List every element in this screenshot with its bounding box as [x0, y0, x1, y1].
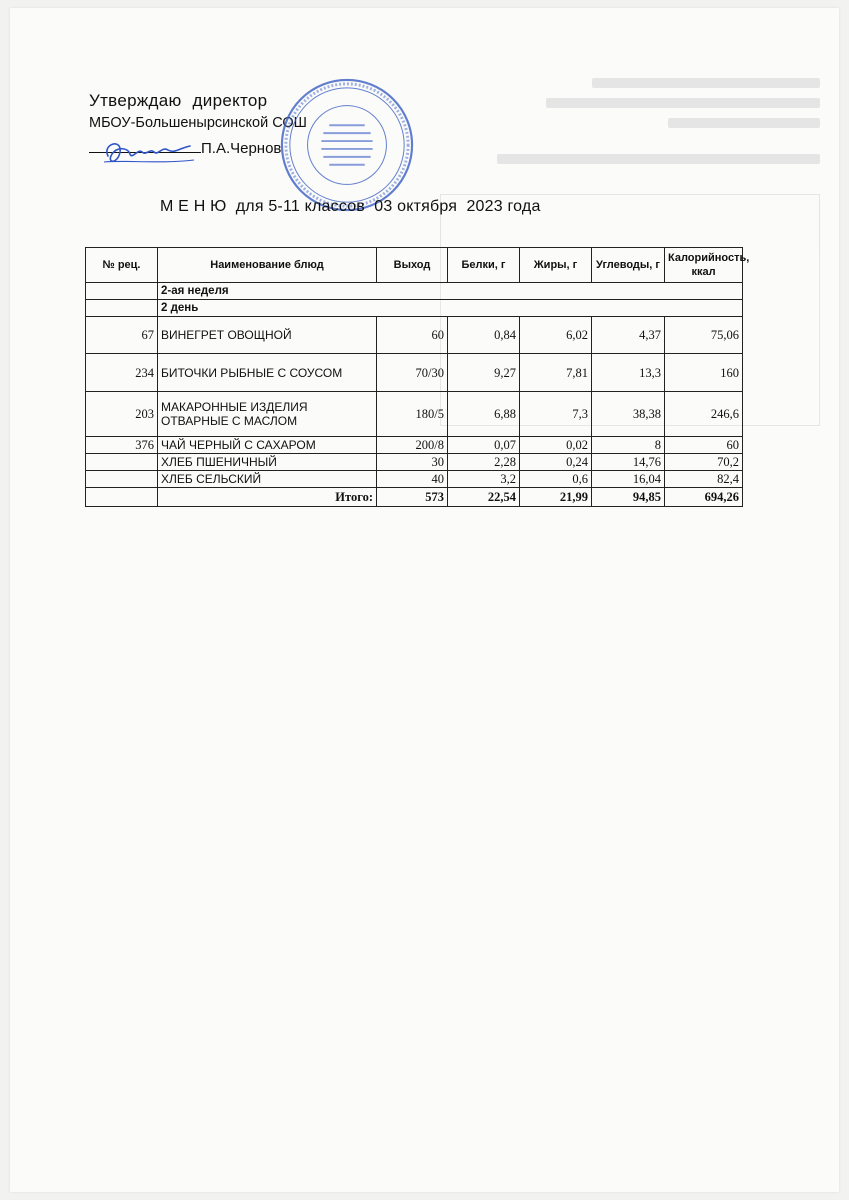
total-output: 573: [377, 488, 448, 507]
recipe-number: 376: [86, 437, 158, 454]
protein-value: 6,88: [448, 392, 520, 437]
kcal-value: 246,6: [665, 392, 743, 437]
output-value: 60: [377, 317, 448, 354]
fat-value: 6,02: [520, 317, 592, 354]
kcal-value: 70,2: [665, 454, 743, 471]
dish-name: ЧАЙ ЧЕРНЫЙ С САХАРОМ: [158, 437, 377, 454]
output-value: 200/8: [377, 437, 448, 454]
approval-title: Утверждаю директор: [89, 91, 268, 110]
total-fat: 21,99: [520, 488, 592, 507]
handwritten-signature: [98, 134, 198, 174]
table-row: [86, 454, 743, 471]
recipe-number: [86, 454, 158, 471]
table-row: [86, 354, 743, 392]
total-carbs: 94,85: [592, 488, 665, 507]
total-kcal: 694,26: [665, 488, 743, 507]
dish-name: МАКАРОННЫЕ ИЗДЕЛИЯ ОТВАРНЫЕ С МАСЛОМ: [158, 392, 377, 437]
recipe-number: 203: [86, 392, 158, 437]
total-protein: 22,54: [448, 488, 520, 507]
output-value: 70/30: [377, 354, 448, 392]
col-header-kcal: Калорийность, ккал: [665, 248, 743, 283]
protein-value: 3,2: [448, 471, 520, 488]
col-header-protein: Белки, г: [448, 248, 520, 283]
dish-name: БИТОЧКИ РЫБНЫЕ С СОУСОМ: [158, 354, 377, 392]
col-header-carbs: Углеводы, г: [592, 248, 665, 283]
output-value: 30: [377, 454, 448, 471]
protein-value: 9,27: [448, 354, 520, 392]
kcal-value: 60: [665, 437, 743, 454]
carbs-value: 4,37: [592, 317, 665, 354]
day-label: 2 день: [158, 300, 743, 317]
carbs-value: 13,3: [592, 354, 665, 392]
total-label: Итого:: [158, 488, 377, 507]
table-row: [86, 471, 743, 488]
table-row: [86, 392, 743, 437]
carbs-value: 16,04: [592, 471, 665, 488]
output-value: 40: [377, 471, 448, 488]
output-value: 180/5: [377, 392, 448, 437]
col-header-recipe: № рец.: [86, 248, 158, 283]
approval-school: МБОУ-Большенырсинской СОШ: [89, 115, 307, 131]
dish-name: ВИНЕГРЕТ ОВОЩНОЙ: [158, 317, 377, 354]
fat-value: 0,24: [520, 454, 592, 471]
dish-name: ХЛЕБ СЕЛЬСКИЙ: [158, 471, 377, 488]
kcal-value: 75,06: [665, 317, 743, 354]
fat-value: 0,6: [520, 471, 592, 488]
protein-value: 0,07: [448, 437, 520, 454]
col-header-output: Выход: [377, 248, 448, 283]
dish-name: ХЛЕБ ПШЕНИЧНЫЙ: [158, 454, 377, 471]
official-stamp: [278, 76, 416, 214]
protein-value: 0,84: [448, 317, 520, 354]
carbs-value: 38,38: [592, 392, 665, 437]
fat-value: 7,81: [520, 354, 592, 392]
week-label: 2-ая неделя: [158, 283, 743, 300]
recipe-number: 234: [86, 354, 158, 392]
week-row: [86, 283, 743, 300]
document-page: [10, 8, 839, 1192]
carbs-value: 14,76: [592, 454, 665, 471]
table-header-row: [86, 248, 743, 283]
menu-title: М Е Н Ю для 5-11 классов 03 октября 2023 года: [160, 198, 541, 215]
day-row: [86, 300, 743, 317]
kcal-value: 160: [665, 354, 743, 392]
kcal-value: 82,4: [665, 471, 743, 488]
fat-value: 0,02: [520, 437, 592, 454]
protein-value: 2,28: [448, 454, 520, 471]
approval-signer: П.А.Чернов: [201, 140, 282, 157]
col-header-fat: Жиры, г: [520, 248, 592, 283]
col-header-dish: Наименование блюд: [158, 248, 377, 283]
fat-value: 7,3: [520, 392, 592, 437]
table-row: [86, 437, 743, 454]
recipe-number: [86, 471, 158, 488]
table-row: [86, 317, 743, 354]
total-row: [86, 488, 743, 507]
recipe-number: 67: [86, 317, 158, 354]
carbs-value: 8: [592, 437, 665, 454]
menu-table: [85, 247, 750, 507]
